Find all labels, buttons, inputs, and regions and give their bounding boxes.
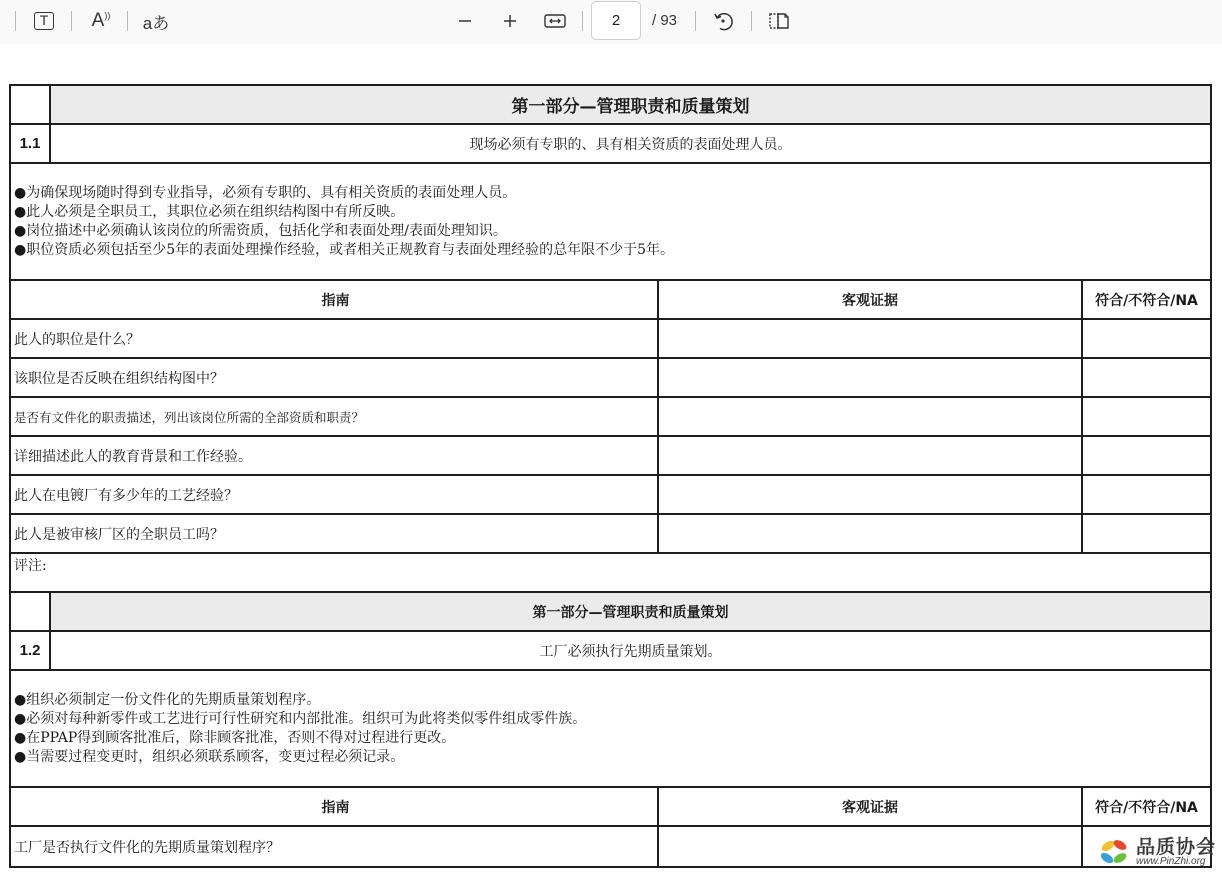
conformance-cell xyxy=(1083,437,1210,474)
header-evidence: 客观证据 xyxy=(659,281,1083,318)
header-evidence: 客观证据 xyxy=(659,788,1083,825)
rotate-icon xyxy=(712,10,734,32)
bullet-item: ●当需要过程变更时，组织必须联系顾客，变更过程必须记录。 xyxy=(14,748,405,765)
pinwheel-logo-icon xyxy=(1096,836,1134,870)
bullet-item: ●在PPAP得到顾客批准后，除非顾客批准，否则不得对过程进行更改。 xyxy=(14,729,456,746)
header-conformance: 符合/不符合/NA xyxy=(1095,799,1198,816)
toolbar-separator xyxy=(695,11,696,31)
bullet-item: ●为确保现场随时得到专业指导，必须有专职的、具有相关资质的表面处理人员。 xyxy=(14,184,517,201)
text-tool-icon: T xyxy=(34,12,54,30)
bullets-row xyxy=(11,671,1210,788)
evidence-cell xyxy=(659,515,1083,552)
watermark-name: 品质协会 xyxy=(1136,836,1217,858)
guide-question: 详细描述此人的教育背景和工作经验。 xyxy=(11,437,659,474)
page-number-input[interactable] xyxy=(591,1,641,40)
header-conformance: 符合/不符合/NA xyxy=(1095,292,1198,309)
zoom-out-icon xyxy=(457,13,473,29)
translate-icon: aあ xyxy=(142,13,170,33)
header-guide: 指南 xyxy=(11,281,659,318)
bullets-row xyxy=(11,164,1210,281)
evidence-cell xyxy=(659,827,1083,866)
watermark-logo xyxy=(1096,832,1222,872)
guide-question: 是否有文件化的职责描述，列出该岗位所需的全部资质和职责？ xyxy=(11,398,659,435)
read-aloud-button[interactable] xyxy=(86,7,116,35)
requirement-text: 工厂必须执行先期质量策划。 xyxy=(539,643,722,660)
translate-button[interactable] xyxy=(140,7,172,35)
section-title: 第一部分—管理职责和质量策划 xyxy=(51,86,1210,123)
requirement-bullets xyxy=(11,671,1210,786)
toolbar-separator xyxy=(71,11,72,31)
table-row xyxy=(11,359,1210,398)
read-aloud-icon: A)) xyxy=(91,10,111,31)
requirement-row xyxy=(11,632,1210,671)
conformance-cell xyxy=(1083,320,1210,357)
fit-width-icon xyxy=(544,13,566,29)
evidence-cell xyxy=(659,476,1083,513)
bullet-item: ●岗位描述中必须确认该岗位的所需资质，包括化学和表面处理/表面处理知识。 xyxy=(14,222,507,239)
zoom-in-button[interactable] xyxy=(497,7,523,35)
toolbar-separator xyxy=(582,11,583,31)
pdf-toolbar xyxy=(0,0,1222,44)
table-row xyxy=(11,515,1210,554)
guide-question: 该职位是否反映在组织结构图中？ xyxy=(11,359,659,396)
requirement-number: 1.2 xyxy=(11,632,51,669)
requirement-bullets xyxy=(11,164,1210,279)
zoom-out-button[interactable] xyxy=(452,7,478,35)
page-view-button[interactable] xyxy=(765,7,793,35)
conformance-cell xyxy=(1083,398,1210,435)
evidence-cell xyxy=(659,398,1083,435)
requirement-text: 现场必须有专职的、具有相关资质的表面处理人员。 xyxy=(469,136,792,153)
guide-question: 此人的职位是什么？ xyxy=(11,320,659,357)
page-total: / 93 xyxy=(652,12,678,29)
table-header-row xyxy=(11,788,1210,827)
table-header-row xyxy=(11,281,1210,320)
table-row xyxy=(11,320,1210,359)
evidence-cell xyxy=(659,359,1083,396)
table-row xyxy=(11,476,1210,515)
requirement-row xyxy=(11,125,1210,164)
bullet-item: ●必须对每种新零件或工艺进行可行性研究和内部批准。组织可为此将类似零件组成零件族。 xyxy=(14,710,587,727)
requirement-number: 1.1 xyxy=(11,125,51,162)
bullet-item: ●组织必须制定一份文件化的先期质量策划程序。 xyxy=(14,691,321,708)
pdf-page xyxy=(0,44,1222,872)
note-row xyxy=(11,554,1210,593)
section-title-row xyxy=(11,86,1210,125)
toolbar-separator xyxy=(751,11,752,31)
section-title: 第一部分—管理职责和质量策划 xyxy=(51,593,1210,630)
note-label: 评注: xyxy=(14,558,47,574)
audit-table xyxy=(9,84,1212,868)
rotate-button[interactable] xyxy=(709,7,737,35)
section-title-row xyxy=(11,593,1210,632)
watermark-url: www.PinZhi.org xyxy=(1136,856,1206,867)
table-row xyxy=(11,398,1210,437)
toolbar-separator xyxy=(127,11,128,31)
table-row xyxy=(11,827,1210,866)
fit-width-button[interactable] xyxy=(541,7,569,35)
conformance-cell xyxy=(1083,359,1210,396)
conformance-cell xyxy=(1083,515,1210,552)
guide-question: 此人在电镀厂有多少年的工艺经验？ xyxy=(11,476,659,513)
blank-cell xyxy=(11,86,51,123)
bullet-item: ●此人必须是全职员工，其职位必须在组织结构图中有所反映。 xyxy=(14,203,405,220)
evidence-cell xyxy=(659,320,1083,357)
zoom-in-icon xyxy=(502,13,518,29)
page-view-icon xyxy=(768,12,790,30)
conformance-cell xyxy=(1083,476,1210,513)
table-row xyxy=(11,437,1210,476)
blank-cell xyxy=(11,593,51,630)
guide-question: 工厂是否执行文件化的先期质量策划程序？ xyxy=(11,827,659,866)
header-guide: 指南 xyxy=(11,788,659,825)
evidence-cell xyxy=(659,437,1083,474)
text-tool-button[interactable] xyxy=(30,7,58,35)
toolbar-separator xyxy=(15,11,16,31)
guide-question: 此人是被审核厂区的全职员工吗？ xyxy=(11,515,659,552)
bullet-item: ●职位资质必须包括至少5年的表面处理操作经验，或者相关正规教育与表面处理经验的总年限不少于5年。 xyxy=(14,241,675,258)
